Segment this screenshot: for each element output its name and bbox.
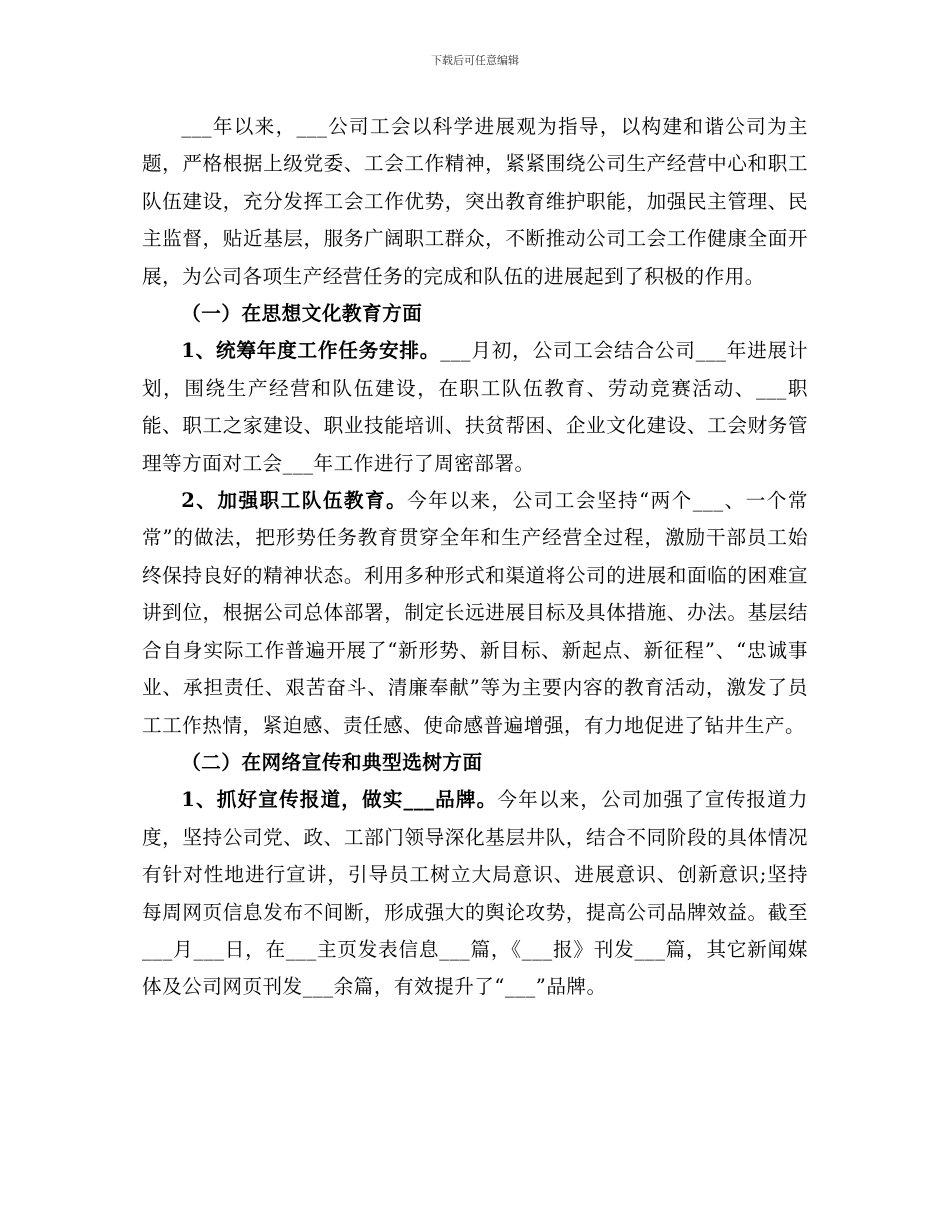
intro-paragraph: ___年以来，___公司工会以科学进展观为指导，以构建和谐公司为主题，严格根据上级党委、工会工作精神，紧紧围绕公司生产经营中心和职工队伍建设，充分发挥工会工作优势，突出教育维护职能，加强民主管理、民主监督，贴近基层，服务广阔职工群众，不断推动公司工会工作健康全面开展，为公司各项生产经营任务的完成和队伍的进展起到了积极的作用。 (142, 115, 808, 288)
document-body (142, 108, 808, 1006)
section1-item2-paragraph (142, 482, 808, 744)
section1-item1-paragraph (142, 332, 808, 482)
section-heading-1: （一）在思想文化教育方面 (181, 302, 423, 326)
section2-item1-text: 今年以来，公司加强了宣传报道力度，坚持公司党、政、工部门领导深化基层井队，结合不同阶段的具体情况有针对性地进行宣讲，引导员工树立大局意识、进展意识、创新意识;坚持每周网页信息发布不间断，形成强大的舆论攻势，提高公司品牌效益。截至___月___日，在___主页发表信息___篇，《___报》刊发___篇，其它新闻媒体及公司网页刊发___余篇，有效提升了“___”品牌。 (142, 788, 808, 999)
section1-item1-text: ___月初，公司工会结合公司___年进展计划，围绕生产经营和队伍建设，在职工队伍教育、劳动竞赛活动、___职能、职工之家建设、职业技能培训、扶贫帮困、企业文化建设、工会财务管理等方面对工会___年工作进行了周密部署。 (142, 339, 809, 475)
section2-item1-lead: 1、抓好宣传报道，做实___品牌。 (181, 788, 498, 812)
section2-item1-paragraph (142, 781, 808, 1005)
section1-item1-lead: 1、统筹年度工作任务安排。 (181, 339, 441, 363)
section1-item2-text: 今年以来，公司工会坚持“两个___、一个常常”的做法，把形势任务教育贯穿全年和生产经营全过程，激励干部员工始终保持良好的精神状态。利用多种形式和渠道将公司的进展和面临的困难宣讲到位，根据公司总体部署，制定长远进展目标及具体措施、办法。基层结合自身实际工作普遍开展了“新形势、新目标、新起点、新征程”、“忠诚事业、承担责任、艰苦奋斗、清廉奉献”等为主要内容的教育活动，激发了员工工作热情，紧迫感、责任感、使命感普遍增强，有力地促进了钻井生产。 (142, 489, 808, 737)
page-header: 下载后可任意编辑 (431, 54, 519, 67)
section1-item2-lead: 2、加强职工队伍教育。 (181, 489, 408, 513)
section-heading-2: （二）在网络宣传和典型选树方面 (181, 750, 483, 774)
